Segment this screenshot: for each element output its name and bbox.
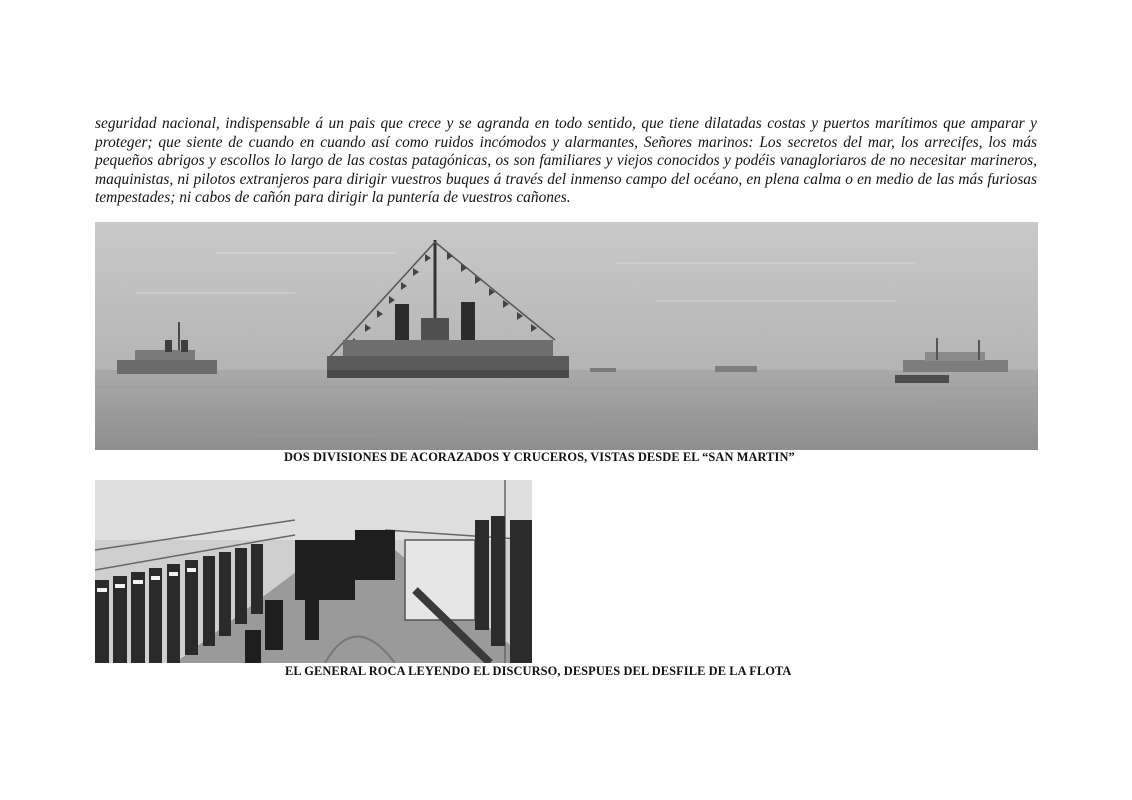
deck-photo-caption: EL GENERAL ROCA LEYENDO EL DISCURSO, DESPUES DEL DESFILE DE LA FLOTA: [285, 664, 792, 678]
body-paragraph: seguridad nacional, indispensable á un pais que crece y se agranda en todo sentido, que tiene dilatadas costas y puertos marítimos que amparar y proteger; que siente de cuando en cuando así como ruidos incómodos y alarmantes, Señores marinos: Los secretos del mar, los arrecifes, los más pequeños abrigos y escollos lo largo de las costas patagónicas, os son familiares y viejos conocidos y podéis vanagloriaros de no necesitar marineros, maquinistas, ni pilotos extranjeros para dirigir vuestros buques á través del inmenso campo del océano, en plena calma o en medio de las más furiosas tempestades; ni cabos de cañón para dirigir la puntería de vuestros cañones.: [95, 115, 1037, 206]
fleet-photo-caption: DOS DIVISIONES DE ACORAZADOS Y CRUCEROS, VISTAS DESDE EL “SAN MARTIN”: [284, 450, 795, 464]
fleet-photo: [95, 222, 1038, 450]
deck-photo: [95, 480, 532, 663]
